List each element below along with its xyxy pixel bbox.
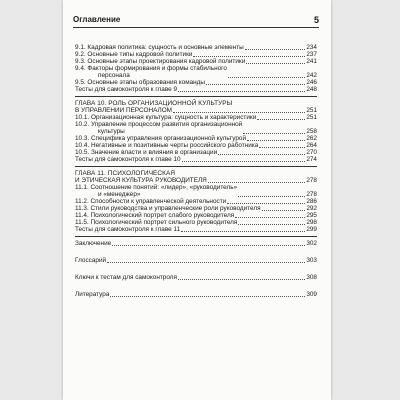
chapter-11-title-row[interactable] (75, 177, 317, 184)
spacer (75, 247, 317, 257)
toc-entry-label: Тесты для самоконтроля к главе 9 (75, 86, 178, 93)
chapter-10-title-row[interactable] (75, 107, 317, 114)
dot-leader (262, 210, 306, 211)
chapter-10-title-line2: В УПРАВЛЕНИИ ПЕРСОНАЛОМ (75, 107, 173, 114)
toc-entry-label: 9.3. Основные этапы проектирования кадровой политики (75, 58, 246, 65)
toc-entry-label: 9.4. Факторы формирования и формы стабильного (75, 65, 227, 72)
dot-leader (107, 262, 305, 263)
toc-entry-label: 10.4. Негативные и позитивные черты российского работника (75, 142, 259, 149)
dot-leader (243, 133, 305, 134)
toc-entry[interactable] (75, 240, 317, 247)
toc-entry-page: 302 (306, 240, 317, 247)
dot-leader (257, 119, 305, 120)
toc-entry-page: 262 (306, 135, 317, 142)
toc-entry[interactable] (75, 65, 317, 79)
toc-entry-page: 258 (306, 128, 317, 135)
toc-entry-label: Ключи к тестам для самоконтроля (75, 274, 177, 281)
dot-leader (235, 217, 305, 218)
toc-entry-page: 278 (306, 191, 317, 198)
toc-entry-page: 286 (306, 198, 317, 205)
chapter-9-entries (75, 44, 317, 93)
toc-entry-page: 299 (306, 226, 317, 233)
toc-entry-label: 11.2. Способности к управленческой деятельности (75, 198, 227, 205)
toc-entry[interactable] (75, 142, 317, 149)
toc-entry[interactable] (75, 184, 317, 198)
toc-entry[interactable] (75, 114, 317, 121)
toc-entry-page: 274 (306, 156, 317, 163)
chapter-11-title-line1: ГЛАВА 11. ПСИХОЛОГИЧЕСКАЯ (75, 170, 176, 177)
toc-entry-page: 308 (306, 274, 317, 281)
toc-entry-label: 10.1. Организационная культура: сущность и характеристики (75, 114, 257, 121)
toc-entry-label: 9.2. Основные типы кадровой политики (75, 51, 193, 58)
dot-leader (227, 203, 305, 204)
toc-entry-page: 251 (306, 114, 317, 121)
toc-entry[interactable] (75, 135, 317, 142)
toc-entry-label: 10.3. Специфика управления организационной культурой (75, 135, 247, 142)
toc-entry-page: 264 (306, 142, 317, 149)
toc-entry-page: 295 (306, 212, 317, 219)
toc-entry[interactable] (75, 58, 317, 65)
toc-entry-label: 10.2. Управление процессом развития организационной (75, 121, 243, 128)
toc-entry[interactable] (75, 156, 317, 163)
dot-leader (206, 84, 305, 85)
toc-entry-page: 270 (306, 149, 317, 156)
chapter-10-heading (75, 100, 317, 114)
dot-leader (193, 56, 305, 57)
dot-leader (228, 77, 305, 78)
toc-entry[interactable] (75, 86, 317, 93)
book-page (63, 0, 331, 400)
toc-entry-label-continuation: культуры (98, 128, 125, 135)
toc-entry-page: 303 (306, 257, 317, 264)
toc-entry-label: Литература (75, 291, 110, 298)
toc-entry[interactable] (75, 205, 317, 212)
spacer (75, 264, 317, 274)
toc-entry[interactable] (75, 274, 317, 281)
toc-entry-label: 9.5. Основные этапы образования команды (75, 79, 205, 86)
toc-entry-page: 292 (306, 205, 317, 212)
back-matter-entries (75, 240, 317, 298)
toc-entry[interactable] (75, 198, 317, 205)
toc-entry-label: 11.5. Психологический портрет сильного руководителя (75, 219, 238, 226)
dot-leader (246, 63, 305, 64)
table-of-contents (75, 44, 317, 298)
divider (75, 236, 317, 237)
toc-entry-label: 9.1. Кадровая политика: сущность и основные элементы (75, 44, 244, 51)
header-title: Оглавление (73, 15, 121, 24)
toc-entry[interactable] (75, 149, 317, 156)
divider (75, 96, 317, 97)
toc-entry-page: 237 (306, 51, 317, 58)
toc-entry[interactable] (75, 291, 317, 298)
dot-leader (245, 49, 306, 50)
dot-leader (178, 91, 305, 92)
toc-entry-label: 11.3. Стили руководства и управленческие роли руководителя (75, 205, 261, 212)
chapter-11-entries (75, 184, 317, 233)
dot-leader (181, 231, 305, 232)
toc-entry[interactable] (75, 44, 317, 51)
toc-entry[interactable] (75, 257, 317, 264)
page-number: 5 (313, 15, 319, 25)
page-header (73, 12, 319, 28)
toc-entry-page: 241 (306, 58, 317, 65)
toc-entry-page: 242 (306, 72, 317, 79)
chapter-11-page: 278 (306, 177, 317, 184)
dot-leader (218, 154, 305, 155)
dot-leader (110, 296, 305, 297)
dot-leader (112, 245, 305, 246)
toc-entry-label: Глоссарий (75, 257, 107, 264)
toc-entry-page: 298 (306, 219, 317, 226)
chapter-11-heading (75, 170, 317, 184)
dot-leader (178, 279, 305, 280)
toc-entry-page: 248 (306, 86, 317, 93)
toc-entry[interactable] (75, 51, 317, 58)
toc-entry[interactable] (75, 121, 317, 135)
toc-entry[interactable] (75, 212, 317, 219)
dot-leader (247, 140, 305, 141)
toc-entry-page: 234 (306, 44, 317, 51)
toc-entry-label: 11.4. Психологический портрет слабого руководителя (75, 212, 235, 219)
dot-leader (238, 196, 305, 197)
toc-entry[interactable] (75, 226, 317, 233)
toc-entry-label-continuation: и «менеджер» (98, 191, 141, 198)
toc-entry[interactable] (75, 79, 317, 86)
divider (75, 166, 317, 167)
toc-entry-label-continuation: персонала (98, 72, 130, 79)
chapter-10-page: 251 (306, 107, 317, 114)
toc-entry-label: Тесты для самоконтроля к главе 10 (75, 156, 181, 163)
toc-entry-page: 246 (306, 79, 317, 86)
chapter-11-title-line2: И ЭТИЧЕСКАЯ КУЛЬТУРА РУКОВОДИТЕЛЯ (75, 177, 207, 184)
dot-leader (259, 147, 305, 148)
spacer (75, 281, 317, 291)
toc-entry-page: 309 (306, 291, 317, 298)
dot-leader (182, 161, 306, 162)
toc-entry[interactable] (75, 219, 317, 226)
toc-entry-label: Тесты для самоконтроля к главе 11 (75, 226, 181, 233)
toc-entry-label: 10.5. Значение власти и влияния в организации (75, 149, 218, 156)
chapter-10-entries (75, 114, 317, 163)
chapter-10-title-line1: ГЛАВА 10. РОЛЬ ОРГАНИЗАЦИОННОЙ КУЛЬТУРЫ (75, 100, 233, 107)
dot-leader (238, 224, 305, 225)
toc-entry-label: Заключение (75, 240, 112, 247)
toc-entry-label: 11.1. Соотношение понятий: «лидер», «руководитель» (75, 184, 238, 191)
